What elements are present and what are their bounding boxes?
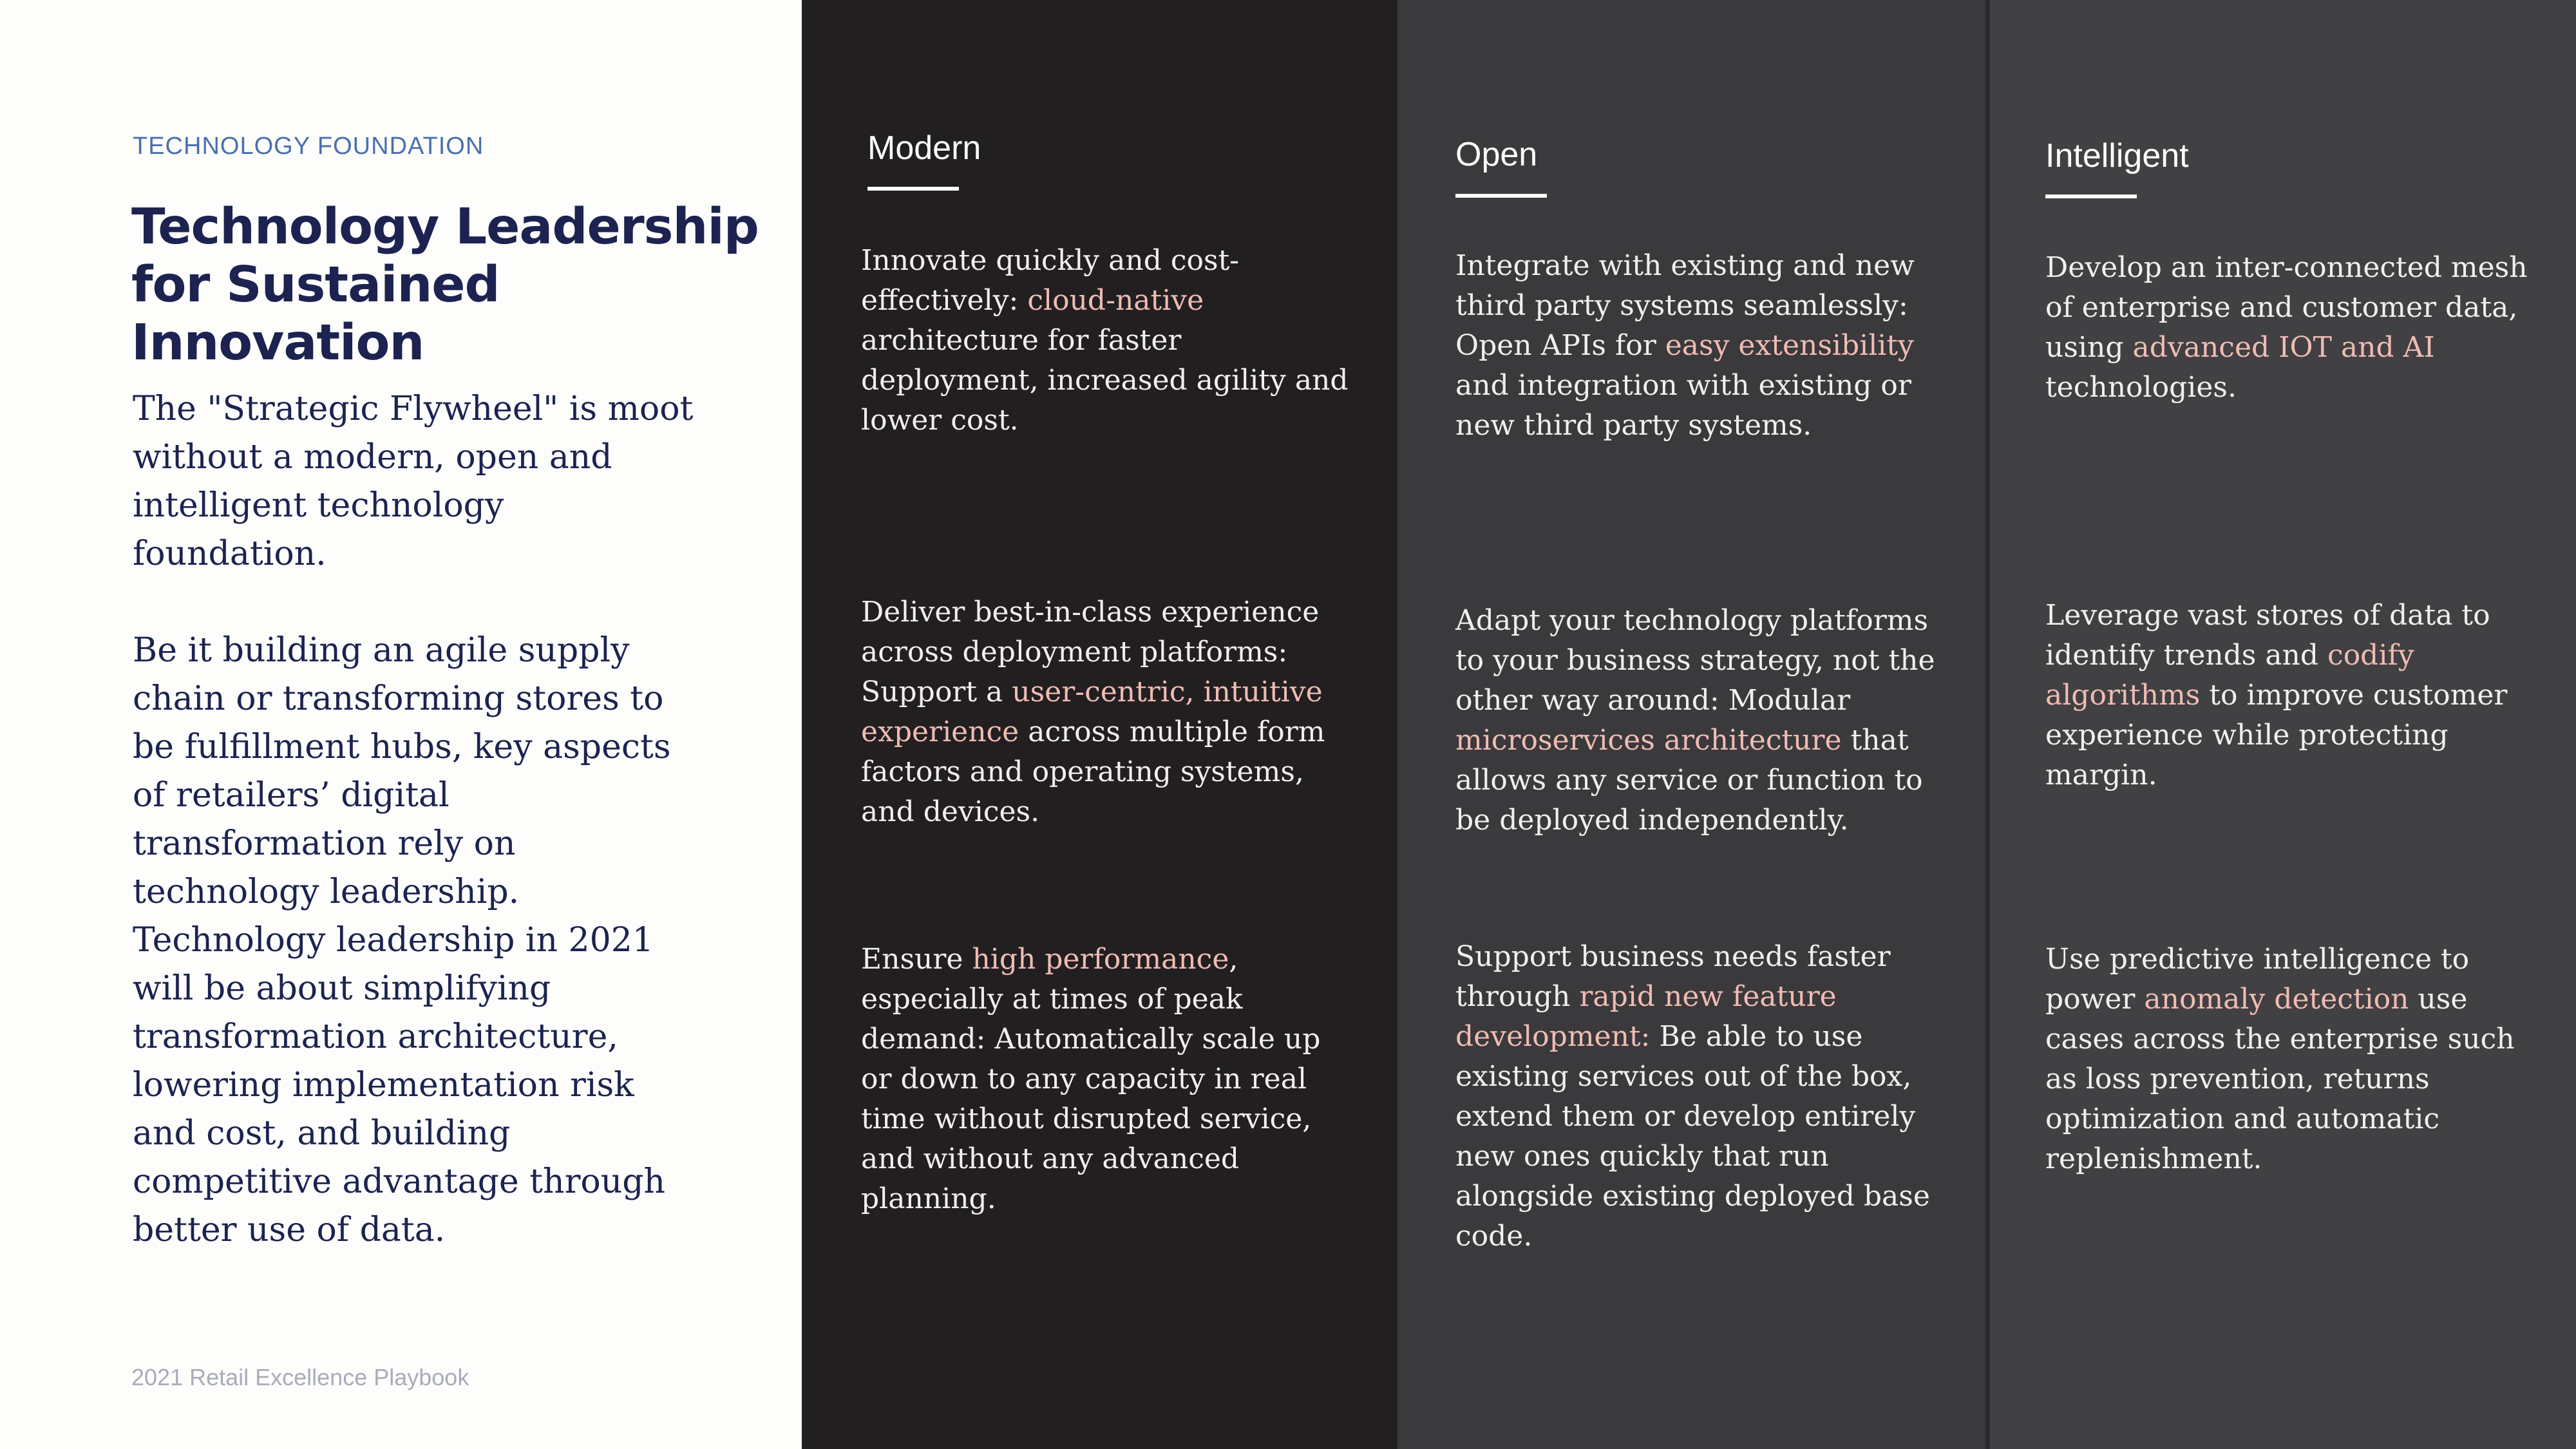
column-divider [1985,0,1990,1449]
column-paragraph: Use predictive intelligence to power anomaly detection use cases across the enterprise such as loss prevention, returns optimization and automatic replenishment. [2045,943,2515,1175]
column-paragraph: Support business needs faster through rapid new feature development: Be able to use existing services out of the box, extend them or develop entirely new ones quickly that run alongside existing deployed base code. [1455,940,1930,1253]
section-eyebrow: TECHNOLOGY FOUNDATION [133,133,484,160]
highlight-text: microservices architecture [1455,724,1842,757]
intro-panel [0,0,802,1449]
highlight-text: high performance [972,943,1229,976]
column-heading: Modern [867,129,981,167]
highlight-text: advanced IOT and AI [2132,331,2435,364]
highlight-text: anomaly detection [2144,983,2409,1016]
heading-underline [2045,194,2137,198]
intro-paragraph: The "Strategic Flywheel" is moot without a modern, open and intelligent technology foundation. [133,390,694,573]
column-paragraph: Develop an inter-connected mesh of enterprise and customer data, using advanced IOT and AI technologies. [2045,251,2528,404]
intro-text [133,385,699,1303]
column-paragraph: Leverage vast stores of data to identify trends and codify algorithms to improve customer experience while protecting margin. [2045,599,2508,791]
heading-underline [1455,194,1547,198]
heading-underline [867,187,959,191]
column-heading: Intelligent [2045,137,2189,175]
highlight-text: rapid new feature development: [1455,980,1837,1053]
column-paragraph: Ensure high performance, especially at times of peak demand: Automatically scale up or down to any capacity in real time without disrupted service, and without any advanced planning. [861,943,1321,1215]
highlight-text: user-centric, intuitive experience [861,676,1323,748]
column-intelligent [1990,0,2576,1449]
highlight-text: easy extensibility [1665,329,1914,362]
column-open [1397,0,1985,1449]
column-heading: Open [1455,136,1538,173]
page-title: Technology Leadership for Sustained Innovation [131,198,759,372]
column-paragraph: Deliver best-in-class experience across deployment platforms: Support a user-centric, intuitive experience across multiple form factors and operating systems, and devices. [861,596,1325,828]
column-modern [802,0,1397,1449]
column-paragraph: Innovate quickly and cost-effectively: cloud-native architecture for faster deployment, increased agility and lower cost. [861,244,1349,437]
column-paragraph: Adapt your technology platforms to your business strategy, not the other way around: Modular microservices architecture that allows any service or function to be deployed independently. [1455,604,1935,837]
column-paragraph: Integrate with existing and new third party systems seamlessly: Open APIs for easy extensibility and integration with existing or new third party systems. [1455,249,1915,442]
intro-paragraph: Be it building an agile supply chain or transforming stores to be fulfillment hubs, key aspects of retailers’ digital transformation rely on technology leadership. Technology leadership in 2021 will be about simplifying transformation architecture, lowering implementation risk and cost, and building competitive advantage through better use of data. [133,631,671,1249]
highlight-text: cloud-native [1027,284,1204,317]
highlight-text: codify algorithms [2045,639,2414,712]
footer-label: 2021 Retail Excellence Playbook [131,1364,469,1390]
